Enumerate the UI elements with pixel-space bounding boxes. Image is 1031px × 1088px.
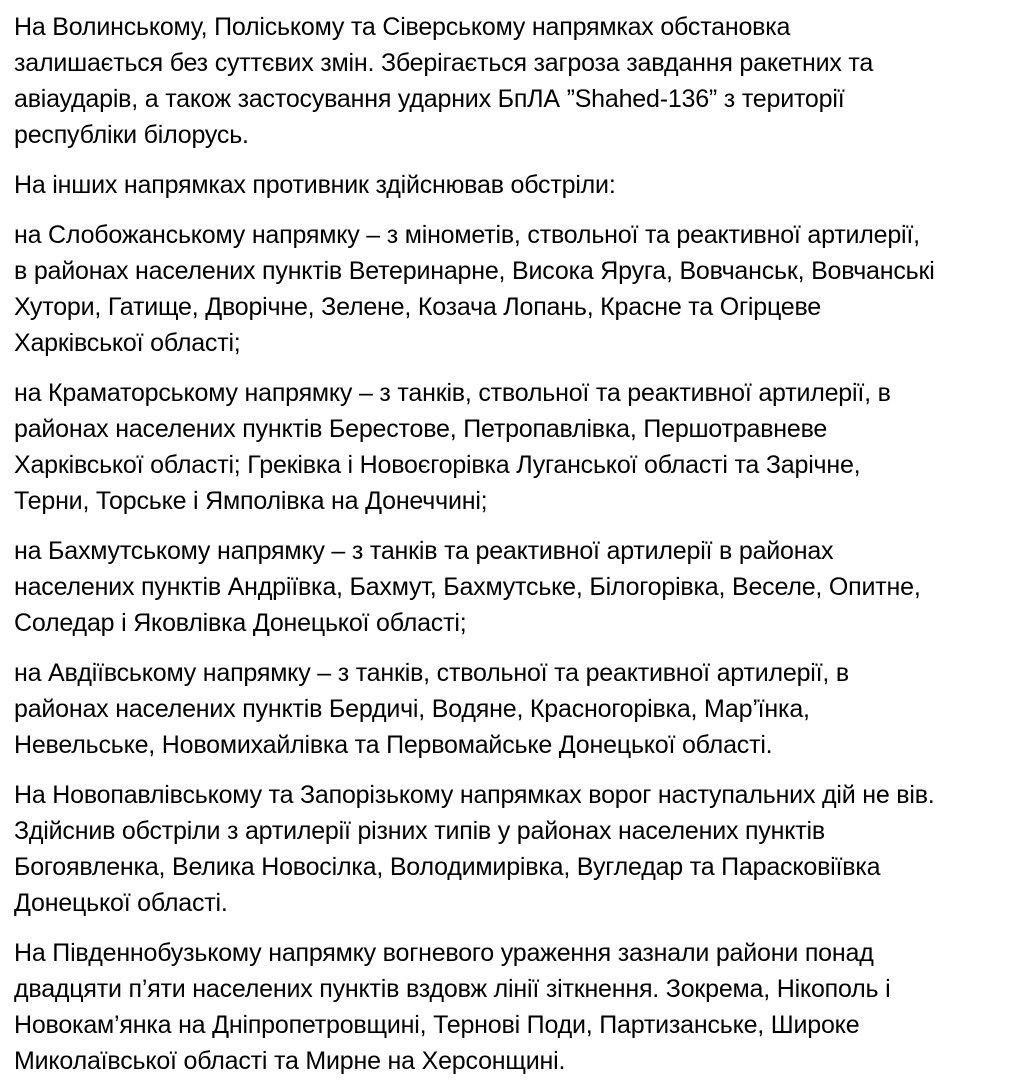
report-line: двадцяти п’яти населених пунктів вздовж лінії зіткнення. Зокрема, Нікополь і: [14, 975, 891, 1003]
report-line: районах населених пунктів Берестове, Петропавлівка, Першотравневе: [14, 415, 828, 443]
report-line: на Авдіївському напрямку – з танків, ствольної та реактивної артилерії, в: [14, 659, 849, 687]
report-paragraph: [14, 533, 1017, 641]
report-paragraph: [14, 167, 1017, 203]
report-line: на Краматорському напрямку – з танків, ствольної та реактивної артилерії, в: [14, 379, 891, 407]
report-line: Харківської області;: [14, 329, 241, 357]
report-line: Невельське, Новомихайлівка та Первомайське Донецької області.: [14, 731, 773, 759]
report-line: На інших напрямках противник здійснював обстріли:: [14, 171, 616, 199]
report-line: На Новопавлівському та Запорізькому напрямках ворог наступальних дій не вів.: [14, 781, 935, 809]
report-line: населених пунктів Андріївка, Бахмут, Бахмутське, Білогорівка, Веселе, Опитне,: [14, 573, 921, 601]
report-line: Богоявленка, Велика Новосілка, Володимирівка, Вугледар та Парасковіївка: [14, 853, 881, 881]
report-line: на Слобожанському напрямку – з мінометів, ствольної та реактивної артилерії,: [14, 221, 920, 249]
report-line: республіки білорусь.: [14, 121, 249, 149]
report-line: Здійснив обстріли з артилерії різних типів у районах населених пунктів: [14, 817, 825, 845]
report-paragraph: [14, 217, 1017, 361]
report-line: На Південнобузькому напрямку вогневого ураження зазнали райони понад: [14, 939, 874, 967]
report-line: в районах населених пунктів Ветеринарне, Висока Яруга, Вовчанськ, Вовчанські: [14, 257, 935, 285]
report-line: районах населених пунктів Бердичі, Водяне, Красногорівка, Мар’їнка,: [14, 695, 810, 723]
report-line: Хутори, Гатище, Дворічне, Зелене, Козача Лопань, Красне та Огірцеве: [14, 293, 821, 321]
report-line: Терни, Торське і Ямполівка на Донеччині;: [14, 487, 488, 515]
report-line: На Волинському, Поліському та Сіверському напрямках обстановка: [14, 13, 791, 41]
report-paragraph: [14, 655, 1017, 763]
report-line: Харківської області; Греківка і Новоєгорівка Луганської області та Зарічне,: [14, 451, 861, 479]
report-paragraph: [14, 777, 1017, 921]
report-line: залишається без суттєвих змін. Зберігається загроза завдання ракетних та: [14, 49, 874, 77]
report-line: Соледар і Яковлівка Донецької області;: [14, 609, 467, 637]
report-line: Новокам’янка на Дніпропетровщині, Тернові Поди, Партизанське, Широке: [14, 1011, 860, 1039]
report-line: на Бахмутському напрямку – з танків та реактивної артилерії в районах: [14, 537, 834, 565]
report-paragraph: [14, 375, 1017, 519]
report-line: авіаударів, а також застосування ударних БпЛА ”Shahed-136” з території: [14, 85, 845, 113]
report-paragraph: [14, 935, 1017, 1079]
report-line: Донецької області.: [14, 889, 228, 917]
report-line: Миколаївської області та Мирне на Херсонщині.: [14, 1047, 566, 1075]
report-paragraph: [14, 9, 1017, 153]
